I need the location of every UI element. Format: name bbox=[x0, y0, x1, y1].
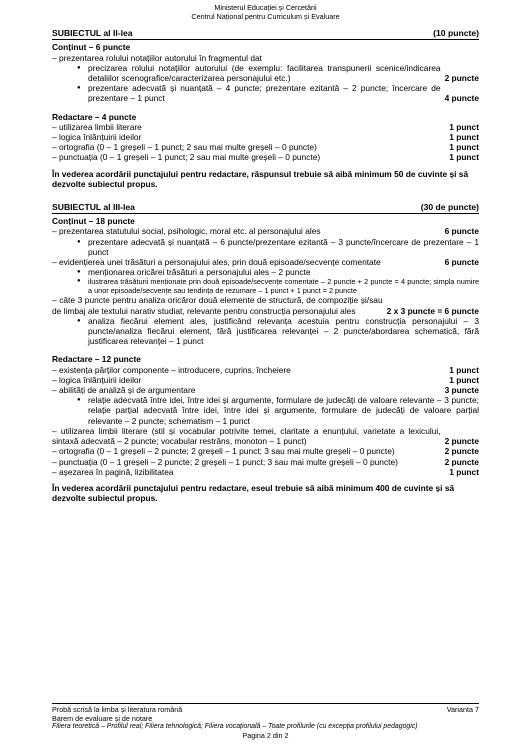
criterion-detail: ● analiza fiecărui element ales, justificând relevanța acestuia pentru construcția personajului – 3 puncte/analiza fiecărui element, fără justificarea relevanței – 2 puncte/abordarea schematică, fără justificarea relevanței – 1 punct bbox=[52, 316, 479, 347]
criterion bbox=[52, 226, 479, 236]
item-points: 1 punct bbox=[449, 364, 479, 375]
criterion-text: ● precizarea rolului notațiilor autorului (de exemplu: facilitarea transpunerii scenice/indicarea detaliilor scenografice/caracterizarea personajului etc.) bbox=[88, 62, 441, 83]
redaction-item bbox=[52, 122, 479, 132]
page-header bbox=[52, 0, 479, 21]
redaction-item bbox=[52, 467, 479, 477]
item-text: – așezarea în pagină, lizibilitatea bbox=[52, 466, 174, 477]
section-3-heading bbox=[52, 202, 479, 214]
section-title: SUBIECTUL al II-lea bbox=[52, 28, 133, 39]
content-heading: Conținut – 18 puncte bbox=[52, 216, 135, 227]
criterion-points: 6 puncte bbox=[444, 226, 479, 237]
redaction-item bbox=[52, 142, 479, 152]
document-page bbox=[52, 0, 479, 750]
item-points: 2 puncte bbox=[444, 436, 479, 447]
redaction-item bbox=[52, 446, 479, 456]
redaction-item bbox=[52, 457, 479, 467]
item-points: 2 puncte bbox=[444, 456, 479, 467]
criterion-points: 2 x 3 puncte = 6 puncte bbox=[386, 305, 479, 316]
criterion-points: 6 puncte bbox=[444, 257, 479, 268]
footer-exam: Probă scrisă la limba și literatura română bbox=[52, 705, 183, 714]
item-points: 1 punct bbox=[449, 132, 479, 143]
redaction-item bbox=[52, 385, 479, 395]
criterion-points: 2 puncte bbox=[444, 73, 479, 83]
item-text: – logica înlănțuirii ideilor bbox=[52, 132, 142, 143]
item-text: – abilități de analiză și de argumentare bbox=[52, 385, 196, 396]
redaction-note: În vederea acordării punctajului pentru redactare, eseul trebuie să aibă minimum 400 de cuvinte și să dezvolte subiectul propus. bbox=[52, 482, 455, 504]
criterion-detail bbox=[52, 63, 479, 83]
criterion-detail: ● prezentare adecvată și nuanțată – 6 puncte/prezentare ezitantă – 3 puncte/încercare de prezentare – 1 punct bbox=[52, 237, 479, 257]
criterion-detail: ● menționarea oricărei trăsături a personajului ales – 2 puncte bbox=[52, 267, 479, 277]
redaction-note: În vederea acordării punctajului pentru redactare, răspunsul trebuie să aibă minimum 50 de cuvinte și să dezvolte subiectul propus. bbox=[52, 168, 469, 189]
item-text: – punctuația (0 – 1 greșeli – 2 puncte; 2 greșeli – 1 punct; 3 sau mai multe greșeli – 0 puncte) bbox=[52, 456, 398, 467]
redaction-item bbox=[52, 375, 479, 385]
item-points: 1 punct bbox=[449, 142, 479, 153]
section-points: (30 de puncte) bbox=[420, 202, 479, 213]
criterion-points: 4 puncte bbox=[444, 93, 479, 104]
footer-profile: Filiera teoretică – Profilul real; Filiera tehnologică; Filiera vocațională – Toate profilurile (cu excepția profilului pedagogic) bbox=[52, 723, 418, 731]
item-text: – punctuația (0 – 1 greșeli – 1 punct; 2 sau mai multe greșeli – 0 puncte) bbox=[52, 152, 321, 163]
criterion-text: – evidențierea unei trăsături a personajului ales, prin două episoade/secvențe comentate bbox=[52, 257, 381, 268]
item-points: 1 punct bbox=[449, 121, 479, 132]
item-points: 1 punct bbox=[449, 374, 479, 385]
item-text: – utilizarea limbii literare (stil și vocabular potrivite temei, claritate a enunțului, varietate a lexicului, sintaxă adecvată – 2 puncte; vocabular restrâns, monoton – 1 punct) bbox=[52, 425, 441, 447]
item-text: – ortografia (0 – 1 greșeli – 1 punct; 2 sau mai multe greșeli – 0 puncte) bbox=[52, 142, 317, 153]
item-text: – logica înlănțuirii ideilor bbox=[52, 374, 142, 385]
criterion-text: ● prezentare adecvată și nuanțată – 4 puncte; prezentare ezitantă – 2 puncte; încercare de prezentare – 1 punct bbox=[88, 83, 441, 104]
section-title: SUBIECTUL al III-lea bbox=[52, 202, 135, 213]
redaction-item bbox=[52, 365, 479, 375]
redaction-heading: Redactare – 4 puncte bbox=[52, 111, 137, 122]
content-heading: Conținut – 6 puncte bbox=[52, 42, 131, 53]
criterion-text: – câte 3 puncte pentru analiza oricăror două elemente de structură, de compoziție și/sau de limbaj ale textului narativ studiat, relevante pentru construcția personajului ales bbox=[52, 295, 383, 316]
section-2-heading bbox=[52, 28, 479, 40]
footer-divider bbox=[52, 703, 479, 704]
item-text: – ortografia (0 – 1 greșeli – 2 puncte; 2 greșeli – 1 punct; 3 sau mai multe greșeli – 0 puncte) bbox=[52, 446, 395, 457]
redaction-heading: Redactare – 12 puncte bbox=[52, 354, 141, 365]
redaction-item bbox=[52, 426, 479, 446]
criterion-detail bbox=[52, 83, 479, 103]
item-points: 2 puncte bbox=[444, 446, 479, 457]
item-points: 1 punct bbox=[449, 152, 479, 163]
criterion: – prezentarea rolului notațiilor autorului în fragmentul dat bbox=[52, 52, 262, 63]
item-points: 1 punct bbox=[449, 466, 479, 477]
redaction-detail: ● relație adecvată între idei, între idei și argumente, formulare de judecăți de valoare relevante – 3 puncte; relație parțial adecvată între idei, între idei și argumente, formulare de judecăți de valoare parțial relevante – 2 puncte; schematism – 1 punct bbox=[52, 395, 479, 426]
footer-scale: Barem de evaluare și de notare bbox=[52, 713, 153, 723]
page-footer bbox=[52, 706, 479, 740]
redaction-item bbox=[52, 132, 479, 142]
item-text: – existența părților componente – introducere, cuprins, încheiere bbox=[52, 364, 291, 375]
center-name: Centrul Național pentru Curriculum și Evaluare bbox=[191, 11, 340, 21]
item-text: – utilizarea limbii literare bbox=[52, 121, 142, 132]
footer-variant: Varianta 7 bbox=[446, 705, 479, 714]
page-number: Pagina 2 din 2 bbox=[242, 730, 289, 740]
ministry-name: Ministerul Educației și Cercetării bbox=[214, 3, 317, 12]
criterion bbox=[52, 295, 479, 315]
criterion-text: – prezentarea statutului social, psihologic, moral etc. al personajului ales bbox=[52, 226, 321, 237]
criterion-detail: ● ilustrarea trăsăturii menționate prin două episoade/secvențe comentate – 2 puncte + 2 puncte = 4 puncte; simpla numire a unor episoade/secvențe sau tendința de rezumare – 1 punct + 1 punct = 2 puncte bbox=[52, 277, 479, 295]
item-points: 3 puncte bbox=[444, 385, 479, 396]
criterion bbox=[52, 257, 479, 267]
section-points: (10 puncte) bbox=[433, 28, 479, 39]
redaction-item bbox=[52, 152, 479, 162]
